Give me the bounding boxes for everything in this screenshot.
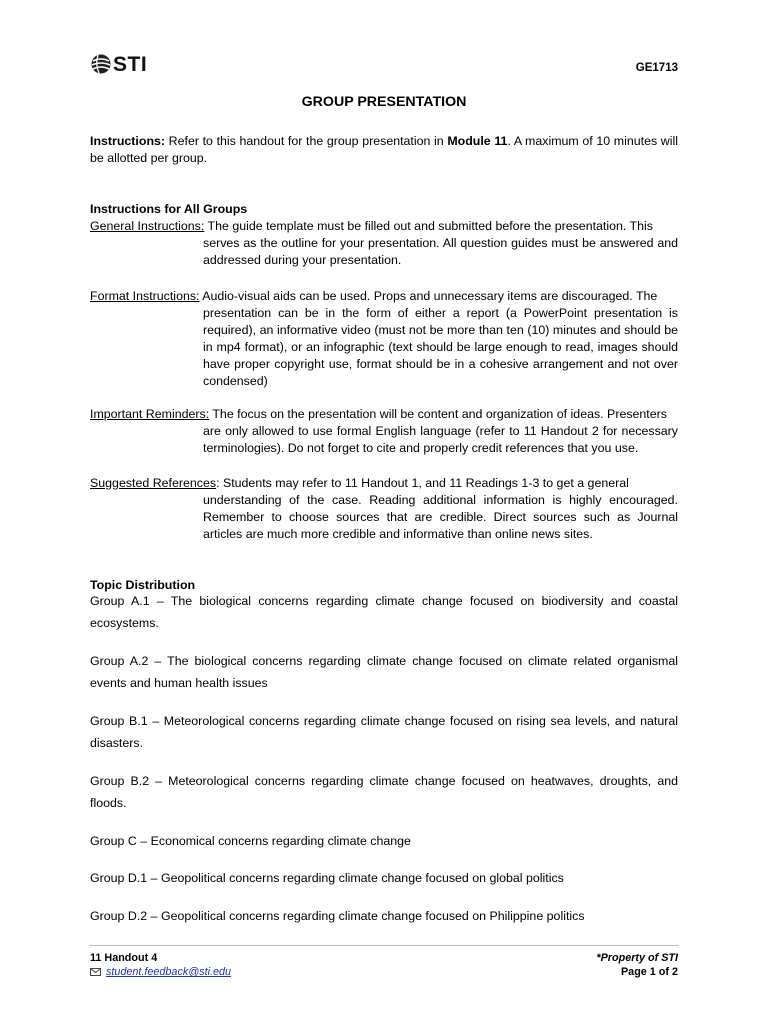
topic-item: Group A.2 – The biological concerns regarding climate change focused on climate related organismal events and human health issues: [90, 654, 678, 690]
intro-label: Instructions:: [90, 134, 166, 148]
intro-module: Module 11: [447, 134, 508, 148]
envelope-icon: [90, 968, 101, 976]
important-reminders-rest: are only allowed to use formal English language (refer to 11 Handout 2 for necessary terminologies). Do not forget to cite and properly credit references that you use.: [203, 424, 678, 455]
suggested-references: [90, 475, 678, 543]
suggested-references-label: Suggested References: [90, 476, 217, 490]
sti-globe-logo-icon: [90, 53, 112, 75]
format-instructions: [90, 288, 678, 390]
general-instructions-rest: serves as the outline for your presentation. All question guides must be answered and addressed during your presentation.: [203, 236, 678, 267]
section-heading-all-groups: Instructions for All Groups: [90, 202, 248, 216]
sti-logo: [90, 52, 147, 76]
footer-divider: [90, 945, 678, 946]
important-reminders: [90, 406, 678, 457]
email-row: [90, 965, 231, 979]
topic-item: Group B.2 – Meteorological concerns regarding climate change focused on heatwaves, droughts, and floods.: [90, 774, 678, 810]
footer-right: [596, 951, 678, 979]
logo-text: STI: [113, 52, 148, 76]
footer-left: [90, 951, 231, 979]
general-instructions-first: The guide template must be filled out and submitted before the presentation. This: [204, 219, 653, 233]
format-instructions-rest: presentation can be in the form of either a report (a PowerPoint presentation is required), an informative video (must not be more than ten (10) minutes and should be in mp4 format), or an infographic (text should be large enough to read, images should have proper copyright use, format should be in a cohesive arrangement and not over condensed): [203, 306, 678, 388]
page-number: Page 1 of 2: [620, 966, 678, 978]
topic-distribution-heading: Topic Distribution: [90, 578, 196, 592]
suggested-references-first: : Students may refer to 11 Handout 1, and 11 Readings 1-3 to get a general: [216, 476, 629, 490]
format-instructions-label: Format Instructions:: [90, 289, 200, 303]
format-instructions-first: Audio-visual aids can be used. Props and unnecessary items are discouraged. The: [199, 289, 658, 303]
topic-item: Group A.1 – The biological concerns regarding climate change focused on biodiversity and coastal ecosystems.: [90, 594, 678, 630]
intro-text-before: Refer to this handout for the group presentation in: [165, 134, 448, 148]
intro-paragraph: [90, 133, 678, 167]
general-instructions: [90, 218, 678, 269]
topic-item: Group B.1 – Meteorological concerns regarding climate change focused on rising sea levels, and natural disasters.: [90, 714, 678, 750]
feedback-email-link[interactable]: student.feedback@sti.edu: [106, 966, 232, 978]
property-notice: *Property of STI: [596, 952, 678, 964]
document-code: GE1713: [635, 62, 678, 74]
suggested-references-rest: understanding of the case. Reading additional information is highly encouraged. Remember to choose sources that are credible. Direct sources such as Journal articles are much more credible and informative than online news sites.: [203, 493, 678, 541]
topic-item: Group D.1 – Geopolitical concerns regarding climate change focused on global politics: [90, 871, 564, 885]
topic-item: Group D.2 – Geopolitical concerns regarding climate change focused on Philippine politics: [90, 909, 585, 923]
handout-label: 11 Handout 4: [90, 952, 158, 964]
topic-item: Group C – Economical concerns regarding climate change: [90, 834, 411, 848]
important-reminders-first: The focus on the presentation will be content and organization of ideas. Presenters: [209, 407, 667, 421]
important-reminders-label: Important Reminders:: [90, 407, 210, 421]
page-title: GROUP PRESENTATION: [301, 94, 467, 110]
general-instructions-label: General Instructions:: [90, 219, 205, 233]
intro-text-after: . A maximum of 10 minutes will be allotted per group.: [90, 134, 678, 165]
